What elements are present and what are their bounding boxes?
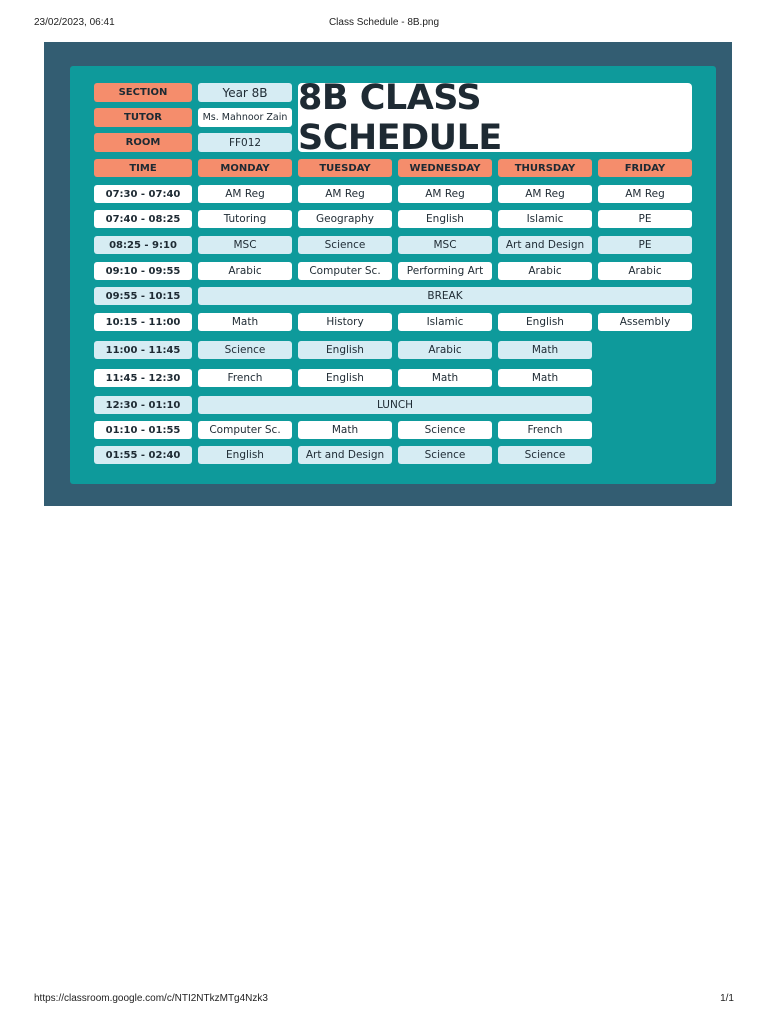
tutor-label: TUTOR bbox=[94, 108, 192, 127]
class-cell: AM Reg bbox=[398, 185, 492, 203]
header-monday: MONDAY bbox=[198, 159, 292, 177]
class-cell: Arabic bbox=[498, 262, 592, 280]
class-cell: French bbox=[198, 369, 292, 387]
time-slot: 07:40 - 08:25 bbox=[94, 210, 192, 228]
class-cell: Science bbox=[498, 446, 592, 464]
print-footer bbox=[0, 993, 768, 1007]
time-slot: 01:55 - 02:40 bbox=[94, 446, 192, 464]
time-slot: 12:30 - 01:10 bbox=[94, 396, 192, 414]
class-cell: Computer Sc. bbox=[298, 262, 392, 280]
tutor-value: Ms. Mahnoor Zain bbox=[198, 108, 292, 127]
class-cell: English bbox=[498, 313, 592, 331]
time-slot: 10:15 - 11:00 bbox=[94, 313, 192, 331]
class-cell: Science bbox=[398, 446, 492, 464]
class-cell: AM Reg bbox=[598, 185, 692, 203]
print-datetime: 23/02/2023, 06:41 bbox=[34, 17, 115, 28]
class-cell: Computer Sc. bbox=[198, 421, 292, 439]
time-slot: 09:10 - 09:55 bbox=[94, 262, 192, 280]
class-cell: Math bbox=[198, 313, 292, 331]
time-slot: 08:25 - 9:10 bbox=[94, 236, 192, 254]
class-cell: History bbox=[298, 313, 392, 331]
time-slot: 11:45 - 12:30 bbox=[94, 369, 192, 387]
header-wednesday: WEDNESDAY bbox=[398, 159, 492, 177]
class-cell: Science bbox=[198, 341, 292, 359]
class-cell: Math bbox=[298, 421, 392, 439]
class-cell: French bbox=[498, 421, 592, 439]
header-tuesday: TUESDAY bbox=[298, 159, 392, 177]
class-cell: English bbox=[298, 369, 392, 387]
class-cell: Islamic bbox=[398, 313, 492, 331]
print-url: https://classroom.google.com/c/NTI2NTkzMTg4Nzk3 bbox=[34, 993, 268, 1004]
class-cell: MSC bbox=[398, 236, 492, 254]
class-cell: English bbox=[398, 210, 492, 228]
class-cell: Math bbox=[498, 369, 592, 387]
class-cell: English bbox=[298, 341, 392, 359]
class-cell: Science bbox=[398, 421, 492, 439]
section-label: SECTION bbox=[94, 83, 192, 102]
class-cell: Islamic bbox=[498, 210, 592, 228]
class-cell: Tutoring bbox=[198, 210, 292, 228]
class-cell: Art and Design bbox=[298, 446, 392, 464]
span-lunch: LUNCH bbox=[198, 396, 592, 414]
class-cell: MSC bbox=[198, 236, 292, 254]
header-friday: FRIDAY bbox=[598, 159, 692, 177]
class-cell: Arabic bbox=[398, 341, 492, 359]
print-doc-title: Class Schedule - 8B.png bbox=[328, 17, 440, 28]
class-cell: AM Reg bbox=[298, 185, 392, 203]
print-page-number: 1/1 bbox=[720, 993, 734, 1004]
class-cell: Arabic bbox=[198, 262, 292, 280]
print-header bbox=[0, 17, 768, 31]
class-cell: Assembly bbox=[598, 313, 692, 331]
class-cell: AM Reg bbox=[198, 185, 292, 203]
class-cell: Performing Art bbox=[398, 262, 492, 280]
header-time: TIME bbox=[94, 159, 192, 177]
span-break: BREAK bbox=[198, 287, 692, 305]
time-slot: 09:55 - 10:15 bbox=[94, 287, 192, 305]
time-slot: 01:10 - 01:55 bbox=[94, 421, 192, 439]
class-cell: Art and Design bbox=[498, 236, 592, 254]
class-cell: PE bbox=[598, 210, 692, 228]
room-value: FF012 bbox=[198, 133, 292, 152]
room-label: ROOM bbox=[94, 133, 192, 152]
class-cell: Math bbox=[398, 369, 492, 387]
class-cell: English bbox=[198, 446, 292, 464]
time-slot: 07:30 - 07:40 bbox=[94, 185, 192, 203]
class-cell: Science bbox=[298, 236, 392, 254]
time-slot: 11:00 - 11:45 bbox=[94, 341, 192, 359]
class-cell: Arabic bbox=[598, 262, 692, 280]
section-value: Year 8B bbox=[198, 83, 292, 102]
class-cell: AM Reg bbox=[498, 185, 592, 203]
class-cell: Math bbox=[498, 341, 592, 359]
header-thursday: THURSDAY bbox=[498, 159, 592, 177]
schedule-title: 8B CLASS SCHEDULE bbox=[298, 83, 692, 152]
class-cell: Geography bbox=[298, 210, 392, 228]
class-cell: PE bbox=[598, 236, 692, 254]
